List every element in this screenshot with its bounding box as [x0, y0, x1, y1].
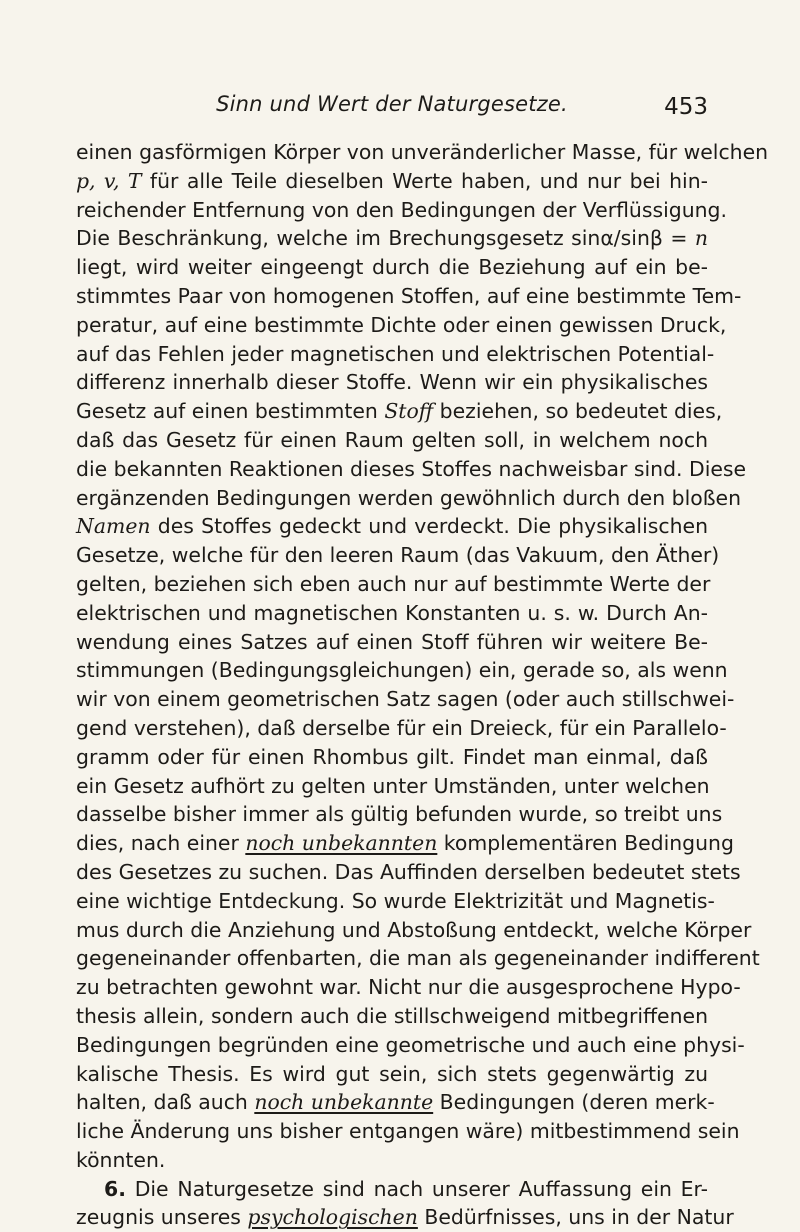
text-line	[76, 397, 723, 426]
text-line	[76, 138, 769, 167]
emphasized-text: 6.	[104, 1176, 126, 1201]
text-segment: des Gesetzes zu suchen. Das Auffinden derselben bedeutet stets	[76, 859, 741, 884]
text-segment: mus durch die Anziehung und Abstoßung entdeckt, welche Körper	[76, 917, 752, 942]
text-line	[76, 455, 747, 484]
text-segment: zu betrachten gewohnt war. Nicht nur die ausgesprochene Hypo-	[76, 975, 741, 1000]
text-segment: Gesetz auf einen bestimmten	[76, 399, 385, 424]
text-segment: wir von einem geometrischen Satz sagen (oder auch stillschwei-	[76, 687, 735, 712]
running-title: Sinn und Wert der Naturgesetze.	[216, 92, 568, 116]
text-line	[76, 800, 723, 829]
emphasized-text: noch unbekannten	[245, 831, 438, 856]
text-line	[76, 512, 708, 541]
text-segment: Die Beschränkung, welche im Brechungsgesetz sinα/sinβ =	[76, 226, 695, 251]
text-line	[76, 570, 711, 599]
text-segment: liche Änderung uns bisher entgangen wäre) mitbestimmend sein	[76, 1119, 740, 1144]
text-segment: peratur, auf eine bestimmte Dichte oder einen gewissen Druck,	[76, 312, 727, 337]
text-segment: komplementären Bedingung	[437, 831, 734, 856]
text-line	[76, 340, 715, 369]
text-line	[76, 944, 760, 973]
text-segment: ein Gesetz aufhört zu gelten unter Umständen, unter welchen	[76, 773, 710, 798]
text-line	[76, 599, 708, 628]
text-segment: dies, nach einer	[76, 831, 246, 856]
text-segment: des Stoffes gedeckt und verdeckt. Die physikalischen	[150, 514, 708, 539]
text-segment: Bedingungen (deren merk-	[433, 1090, 715, 1115]
text-line	[76, 1088, 715, 1117]
text-line	[76, 1060, 708, 1089]
text-line	[76, 887, 715, 916]
text-segment: Bedingungen begründen eine geometrische und auch eine physi-	[76, 1032, 745, 1057]
text-line	[76, 656, 728, 685]
text-segment: differenz innerhalb dieser Stoffe. Wenn wir ein physikalisches	[76, 370, 708, 395]
text-segment: gegeneinander offenbarten, die man als gegeneinander indifferent	[76, 946, 760, 971]
text-line	[76, 253, 708, 282]
text-line	[76, 484, 742, 513]
text-segment: Bedürfnisses, uns in der Natur	[417, 1205, 734, 1230]
text-segment: dasselbe bisher immer als gültig befunden wurde, so treibt uns	[76, 802, 723, 827]
text-line	[76, 1031, 745, 1060]
text-line	[76, 167, 708, 196]
text-line	[76, 1117, 740, 1146]
text-segment: Gesetze, welche für den leeren Raum (das Vakuum, den Äther)	[76, 543, 720, 568]
text-line	[76, 196, 727, 225]
text-line	[76, 224, 708, 253]
text-segment: ergänzenden Bedingungen werden gewöhnlich durch den bloßen	[76, 485, 742, 510]
text-segment: einen gasförmigen Körper von unveränderlicher Masse, für welchen	[76, 140, 769, 164]
text-segment: elektrischen und magnetischen Konstanten u. s. w. Durch An-	[76, 600, 708, 625]
text-line	[76, 282, 742, 311]
emphasized-text: n	[694, 226, 708, 251]
emphasized-text: noch unbekannte	[254, 1090, 434, 1115]
text-segment: gelten, beziehen sich eben auch nur auf bestimmte Werte der	[76, 571, 711, 596]
text-line	[76, 1175, 708, 1204]
emphasized-text: Stoff	[384, 399, 434, 424]
text-line	[76, 858, 741, 887]
body-text	[76, 138, 769, 1232]
running-head	[76, 86, 708, 126]
text-line	[76, 1203, 734, 1232]
page-number: 453	[664, 94, 708, 120]
text-line	[76, 368, 708, 397]
emphasized-text: psychologischen	[247, 1205, 418, 1230]
text-segment: gend verstehen), daß derselbe für ein Dreieck, für ein Parallelo-	[76, 715, 727, 740]
text-segment: thesis allein, sondern auch die stillschweigend mitbegriffenen	[76, 1003, 708, 1028]
text-line	[76, 426, 708, 455]
text-segment: eine wichtige Entdeckung. So wurde Elektrizität und Magnetis-	[76, 888, 715, 913]
text-line	[76, 311, 727, 340]
text-line	[76, 628, 708, 657]
text-segment: reichender Entfernung von den Bedingungen der Verflüssigung.	[76, 197, 727, 222]
text-line	[76, 829, 734, 858]
text-line	[76, 685, 735, 714]
text-segment: zeugnis unseres	[76, 1205, 248, 1230]
text-segment: kalische Thesis. Es wird gut sein, sich stets gegenwärtig zu	[76, 1061, 708, 1086]
text-segment: beziehen, so bedeutet dies,	[433, 399, 723, 424]
emphasized-text: Namen	[76, 514, 151, 539]
text-segment: die bekannten Reaktionen dieses Stoffes nachweisbar sind. Diese	[76, 456, 747, 481]
text-segment: könnten.	[76, 1147, 166, 1172]
text-line	[76, 714, 727, 743]
text-segment: liegt, wird weiter eingeengt durch die Beziehung auf ein be-	[76, 255, 708, 280]
text-segment: für alle Teile dieselben Werte haben, und nur bei hin-	[141, 168, 708, 193]
text-line	[76, 541, 720, 570]
text-segment: Die Naturgesetze sind nach unserer Auffassung ein Er-	[125, 1176, 708, 1201]
text-line	[76, 1002, 708, 1031]
text-segment: stimmtes Paar von homogenen Stoffen, auf eine bestimmte Tem-	[76, 283, 742, 308]
text-segment: auf das Fehlen jeder magnetischen und elektrischen Potential-	[76, 341, 715, 366]
text-line	[76, 772, 708, 801]
text-line	[76, 743, 708, 772]
text-segment: stimmungen (Bedingungsgleichungen) ein, gerade so, als wenn	[76, 658, 728, 683]
text-line	[76, 916, 752, 945]
text-segment: wendung eines Satzes auf einen Stoff führen wir weitere Be-	[76, 629, 708, 654]
text-segment: daß das Gesetz für einen Raum gelten soll, in welchem noch	[76, 427, 708, 452]
text-segment: gramm oder für einen Rhombus gilt. Findet man einmal, daß	[76, 744, 708, 769]
text-segment: halten, daß auch	[76, 1090, 255, 1115]
emphasized-text: p, v, T	[76, 168, 142, 193]
text-line	[76, 973, 741, 1002]
text-line	[76, 1146, 708, 1175]
